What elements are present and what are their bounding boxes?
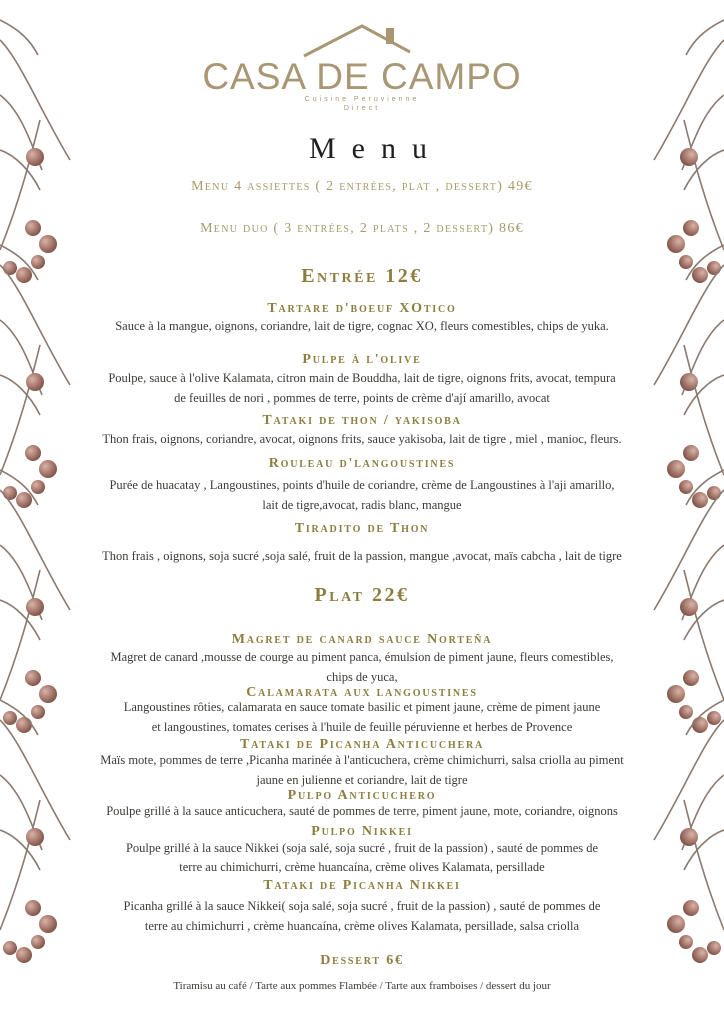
dish-name: Rouleau d'langoustines [268, 456, 456, 471]
formule-4-assiettes: Menu 4 assiettes ( 2 entrées, plat , dessert) 49€ [191, 179, 533, 194]
formule-duo: Menu duo ( 3 entrées, 2 plats , 2 dessert) 86€ [200, 221, 524, 236]
dish-description: lait de tigre,avocat, radis blanc, mangue [262, 498, 462, 512]
dish-description: Sauce à la mangue, oignons, coriandre, lait de tigre, cognac XO, fleurs comestibles, chips de yuka. [115, 319, 609, 333]
dish-description: chips de yuca, [326, 670, 398, 684]
menu-title: Menu [309, 132, 443, 165]
dish-description: et langoustines, tomates cerises à l'huile de feuille péruvienne et herbes de Provence [151, 720, 573, 734]
dish-description: Maïs mote, pommes de terre ,Picanha marinée à l'anticuchera, crème chimichurri, salsa criolla au piment [100, 753, 624, 767]
section-title-dessert: Dessert 6€ [320, 953, 404, 968]
dish-description: Poulpe grillé à la sauce Nikkei (soja salé, soja sucré , fruit de la passion) , sauté de pommes de [125, 841, 599, 855]
dessert-list: Tiramisu au café / Tarte aux pommes Flambée / Tarte aux framboises / dessert du jour [173, 980, 551, 992]
dish-name: Pulpo Anticuchero [287, 788, 437, 803]
dish-description: Purée de huacatay , Langoustines, points d'huile de coriandre, crème de Langoustines à l'aji amarillo, [109, 478, 615, 492]
section-title-plat: Plat 22€ [314, 584, 410, 606]
section-title-entree: Entrée 12€ [301, 265, 423, 287]
dish-description: jaune en julienne et coriandre, lait de tigre [256, 773, 468, 787]
dish-description: de feuilles de nori , pommes de terre, points de crème d'ají amarillo, avocat [174, 391, 550, 405]
logo-subtitle: Cuisine Peruvienne [304, 96, 420, 103]
dish-description: Magret de canard ,mousse de courge au piment panca, émulsion de piment jaune, fleurs comestibles, [110, 650, 614, 664]
dish-description: Poulpe grillé à la sauce anticuchera, sauté de pommes de terre, piment jaune, mote, coriandre, oignons [106, 804, 618, 818]
dish-description: Poulpe, sauce à l'olive Kalamata, citron main de Bouddha, lait de tigre, oignons frits, avocat, tempura [108, 371, 616, 385]
dish-name: Tiradito de Thon [294, 521, 430, 536]
house-roof-icon [300, 22, 424, 58]
dish-name: Tataki de Picanha Nikkei [263, 878, 461, 893]
dish-name: Pulpe à l'olive [302, 352, 422, 367]
dish-name: Tataki de Picanha Anticuchera [239, 737, 484, 752]
restaurant-logo-name: CASA DE CAMPO [202, 56, 522, 97]
dish-description: Langoustines rôties, calamarata en sauce tomate basilic et piment jaune, crème de piment jaune [123, 700, 601, 714]
logo-subtitle-2: Direct [343, 105, 381, 112]
dish-name: Pulpo Nikkei [311, 824, 413, 839]
dish-name: Calamarata aux langoustines [246, 685, 478, 700]
dish-name: Tataki de thon / yakisoba [262, 413, 462, 428]
dish-description: terre au chimichurri, crème huancaína, crème olives Kalamata, persillade [179, 860, 545, 874]
dish-name: Magret de canard sauce Norteña [231, 632, 493, 647]
dish-description: Thon frais , oignons, soja sucré ,soja salé, fruit de la passion, mangue ,avocat, maïs cabcha , lait de tigre [102, 549, 622, 563]
dish-description: Picanha grillé à la sauce Nikkei( soja salé, soja sucré , fruit de la passion) , sauté de pommes de [123, 899, 601, 913]
dish-name: Tartare d'boeuf XOtico [267, 301, 457, 316]
dish-description: Thon frais, oignons, coriandre, avocat, oignons frits, sauce yakisoba, lait de tigre , miel , manioc, fleurs. [102, 432, 622, 446]
dish-description: terre au chimichurri , crème huancaína, crème olives Kalamata, persillade, salsa criolla [144, 919, 580, 933]
